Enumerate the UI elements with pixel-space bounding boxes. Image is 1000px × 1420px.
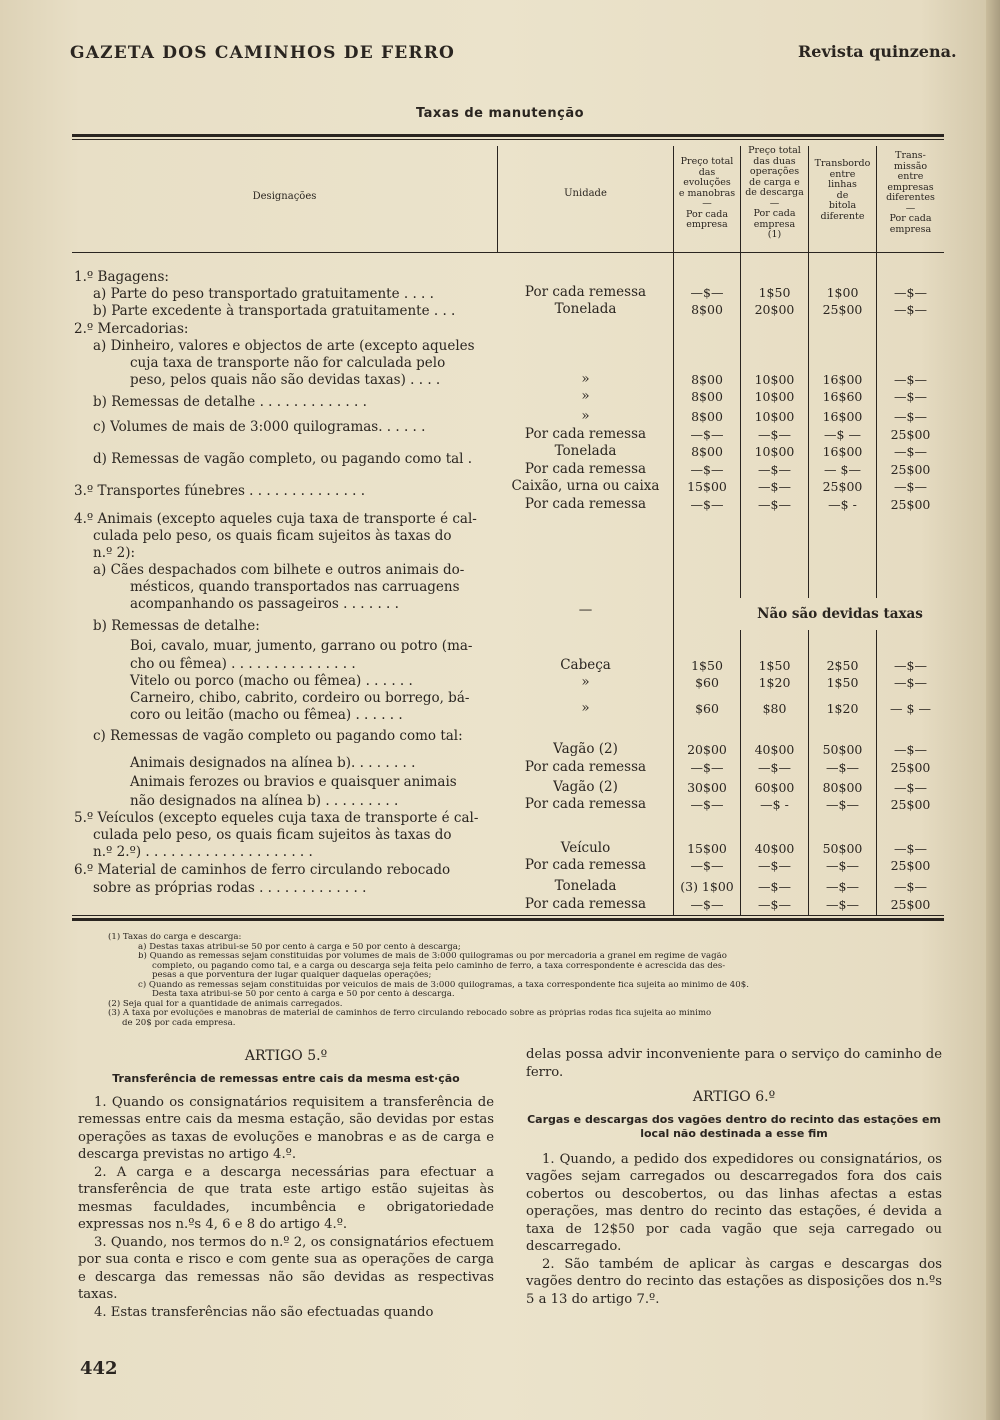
footnote-line: (1) Taxas do carga e descarga:	[108, 933, 242, 942]
designation-line: d) Remessas de vagão completo, ou pagando como tal .	[93, 451, 473, 467]
paragraph: 3. Quando, nos termos do n.º 2, os consignatários efectuem por sua conta e risco e com gente sua as operações de carga e descarga das remessas não são devidas as respectivas taxas.	[78, 1234, 494, 1302]
column-header-line: de descarga	[745, 187, 804, 198]
designation-line: não designados na alínea b) . . . . . . . . .	[130, 793, 399, 809]
paragraph-continuation: delas possa advir inconveniente para o serviço do caminho de ferro.	[526, 1047, 942, 1080]
value-cell: —$—	[690, 497, 724, 512]
value-cell: —$—	[894, 389, 927, 404]
value-cell: —$—	[690, 427, 724, 442]
value-cell: 20$00	[687, 742, 727, 757]
value-cell: —$—	[690, 797, 724, 812]
column-header-line: entre	[897, 171, 924, 182]
footnote-line: b) Quando as remessas sejam constituídas por volumes de mais de 3:000 quilogramas ou por mercadoria a granel em regime de vagão	[138, 952, 727, 961]
designation-line: n.º 2.º) . . . . . . . . . . . . . . . . . . . .	[93, 844, 313, 860]
column-header-line: Preço total	[680, 156, 734, 167]
article5-subheading: Transferência de remessas entre cais da mesma est·ção	[112, 1071, 460, 1085]
footnote-line: Desta taxa atribui-se 50 por cento à carga e 50 por cento à descarga.	[152, 990, 455, 999]
column-header-line: Transbordo	[814, 158, 871, 169]
value-cell: —$—	[894, 285, 927, 300]
value-cell: 25$00	[890, 897, 931, 912]
value-cell: —$—	[690, 462, 724, 477]
column-header-line: diferente	[820, 210, 865, 222]
column-header-line: bitola	[828, 200, 857, 211]
unit-cell: »	[581, 388, 590, 404]
value-cell: —$—	[894, 780, 927, 795]
designation-line: acompanhando os passageiros . . . . . . .	[130, 596, 399, 612]
span-note: Não são devidas taxas	[757, 606, 923, 622]
value-cell: —$ -	[828, 497, 857, 512]
value-cell: 8$00	[691, 389, 723, 404]
value-cell: 1$20	[758, 675, 791, 690]
value-cell: —$—	[826, 879, 859, 894]
footnote-line: (3) A taxa por evoluções e manobras de material de caminhos de ferro circulando rebocado sobre as próprias rodas fica sujeita ao mínimo	[108, 1009, 712, 1018]
value-cell: 25$00	[890, 858, 931, 873]
unit-cell: Por cada remessa	[524, 896, 647, 912]
designation-line: culada pelo peso, os quais ficam sujeitos às taxas do	[93, 827, 452, 843]
table-top-rule	[72, 134, 944, 137]
article6-column	[526, 1046, 942, 1308]
value-cell: 1$50	[826, 675, 859, 690]
value-cell: $60	[695, 675, 719, 690]
column-header-line: operações	[749, 166, 800, 177]
unit-cell: Vagão (2)	[553, 779, 618, 795]
value-cell: 1$00	[826, 285, 859, 300]
column-header-line: Trans-	[895, 150, 926, 161]
column-header-line: —	[769, 197, 780, 209]
value-cell: —$—	[826, 797, 859, 812]
value-cell: —$ —	[824, 427, 861, 442]
column-header-line: evoluções	[683, 177, 731, 188]
column-header-line: de carga e	[749, 176, 800, 188]
paragraph: 2. A carga e a descarga necessárias para efectuar a transferência de que trata este artigo estão sujeitas às mesmas faculdades, incumbência e obrigatoriedade expressas nos n.ºs 4, 6 e 8 do artigo 4.º.	[78, 1164, 494, 1232]
value-cell: —$—	[758, 497, 791, 512]
value-cell: 10$00	[754, 409, 795, 424]
column-header-line: linhas	[828, 179, 857, 190]
designation-line: 4.º Animais (excepto aqueles cuja taxa de transporte é cal-	[74, 511, 477, 527]
value-cell: 25$00	[890, 462, 931, 477]
column-header-line: de	[836, 189, 849, 201]
value-cell: —$—	[758, 427, 791, 442]
footnote-line: completo, ou pagando como tal, e a carga ou descarga seja feita pelo caminho de ferro, a taxa correspondente é acrescida das des-	[152, 961, 726, 971]
value-cell: 10$00	[754, 372, 795, 387]
value-cell: 25$00	[890, 427, 931, 442]
footnote-line: a) Destas taxas atribui-se 50 por cento à carga e 50 por cento à descarga;	[138, 942, 461, 952]
table-top-rule-thin	[72, 139, 944, 140]
value-cell: —$—	[690, 858, 724, 873]
unit-cell: »	[581, 408, 590, 424]
column-header-line: Por cada	[753, 208, 796, 219]
value-cell: 25$00	[890, 797, 931, 812]
column-header-line: empresa	[889, 223, 932, 235]
value-cell: 40$00	[754, 742, 795, 757]
value-cell: 8$00	[691, 302, 723, 317]
designation-line: mésticos, quando transportados nas carruagens	[130, 579, 460, 595]
value-cell: 2$50	[826, 658, 859, 673]
paragraph: 1. Quando, a pedido dos expedidores ou consignatários, os vagões sejam carregados ou descarregados fora dos cais cobertos ou descobertos, ou das linhas afectas a estas operações, mas dentro do recinto das estações, é devida a taxa de 12$50 por cada vagão que seja carregado ou descarregado.	[526, 1151, 942, 1254]
footnote-line: (2) Seja qual for a quantidade de animais carregados.	[108, 999, 343, 1009]
value-cell: —$—	[826, 897, 859, 912]
value-cell: 1$50	[758, 285, 791, 300]
value-cell: 50$00	[822, 841, 863, 856]
value-cell: 10$00	[754, 389, 795, 404]
table-bottom-rule	[72, 918, 944, 921]
value-cell: 60$00	[754, 780, 795, 795]
designation-line: Animais designados na alínea b). . . . . . . .	[130, 755, 416, 771]
designation-line: 1.º Bagagens:	[74, 269, 169, 285]
unit-cell: Por cada remessa	[524, 759, 647, 775]
value-cell: —$—	[894, 841, 927, 856]
unit-cell: Por cada remessa	[524, 496, 647, 512]
value-cell: —$—	[894, 879, 927, 894]
value-cell: —$—	[690, 897, 724, 912]
designation-line: b) Remessas de detalhe:	[93, 618, 260, 634]
value-cell: —$—	[894, 302, 927, 317]
unit-cell: Por cada remessa	[524, 857, 647, 873]
page-number: 442	[80, 1358, 118, 1379]
value-cell: —$—	[894, 658, 927, 673]
value-cell: 8$00	[691, 409, 723, 424]
designation-line: a) Dinheiro, valores e objectos de arte (excepto aqueles	[93, 338, 475, 354]
column-header-designacoes: Designações	[252, 191, 317, 202]
page-spine-shadow	[986, 0, 1000, 1420]
value-cell: —$—	[826, 760, 859, 775]
value-cell: 25$00	[822, 302, 863, 317]
designation-line: 2.º Mercadorias:	[74, 321, 189, 337]
designation-line: Carneiro, chibo, cabrito, cordeiro ou borrego, bá-	[130, 690, 470, 706]
unit-cell: Cabeça	[560, 657, 611, 673]
designation-line: culada pelo peso, os quais ficam sujeitos às taxas do	[93, 528, 452, 544]
value-cell: 25$00	[890, 497, 931, 512]
column-header-line: —	[702, 198, 712, 209]
unit-cell: »	[581, 700, 590, 716]
article5-heading: ARTIGO 5.º	[244, 1048, 328, 1064]
running-subtitle: Revista quinzena.	[798, 42, 957, 61]
value-cell: — $—	[824, 462, 861, 477]
value-cell: —$—	[758, 462, 791, 477]
column-header-line: empresa	[686, 219, 728, 230]
unit-cell: Tonelada	[554, 443, 617, 459]
column-header-line: empresas	[887, 181, 934, 193]
value-cell: —$ -	[760, 797, 789, 812]
value-cell: —$—	[758, 479, 791, 494]
value-cell: 80$00	[822, 780, 863, 795]
value-cell: 16$00	[822, 444, 863, 459]
value-cell: 15$00	[687, 841, 727, 856]
value-cell: —$—	[894, 444, 927, 459]
value-cell: 25$00	[822, 479, 863, 494]
designation-line: 6.º Material de caminhos de ferro circulando rebocado	[74, 862, 451, 878]
value-cell: 16$00	[822, 372, 863, 387]
designation-line: sobre as próprias rodas . . . . . . . . . . . . .	[93, 880, 367, 896]
column-header-line: Por cada	[685, 208, 729, 220]
column-header-carga-descarga	[741, 146, 808, 241]
designation-line: coro ou leitão (macho ou fêmea) . . . . . .	[130, 707, 403, 723]
designation-line: a) Parte do peso transportado gratuitamente . . . .	[93, 286, 434, 302]
footnote-line: c) Quando as remessas sejam constituídas por veículos de mais de 3:000 quilogramas, a taxa correspondente fica sujeita ao mínimo de 40$.	[138, 980, 749, 990]
value-cell: — $ —	[890, 701, 931, 716]
designation-line: cho ou fêmea) . . . . . . . . . . . . . . .	[130, 656, 356, 672]
value-cell: —$—	[894, 409, 927, 424]
table-bottom-rule-thin	[72, 915, 944, 916]
column-header-line: entre	[829, 168, 856, 180]
value-cell: 50$00	[822, 742, 863, 757]
unit-cell: Tonelada	[554, 301, 617, 317]
paragraph: 2. São também de aplicar às cargas e descargas dos vagões dentro do recinto das estações as disposições dos n.ºs 5 a 13 do artigo 7.º.	[526, 1256, 942, 1307]
unit-cell: Tonelada	[554, 878, 617, 894]
unit-cell: Veículo	[560, 840, 611, 856]
value-cell: 16$00	[822, 409, 863, 424]
unit-cell: —	[578, 602, 593, 618]
value-cell: 1$20	[826, 701, 859, 716]
article6-heading: ARTIGO 6.º	[692, 1089, 776, 1105]
value-cell: —$—	[894, 372, 927, 387]
value-cell: 30$00	[687, 780, 727, 795]
article6-subheading: Cargas e descargas dos vagões dentro do recinto das estações em local não destinada a esse fim	[527, 1112, 941, 1140]
paragraph: 1. Quando os consignatários requisitem a transferência de remessas entre cais da mesma estação, são devidas por estas operações as taxas de evoluções e manobras e as de carga e descarga previstas no artigo 4.º.	[78, 1094, 494, 1162]
column-header-line: missão	[893, 160, 928, 172]
column-header-line: das	[698, 166, 716, 178]
value-cell: —$—	[894, 479, 927, 494]
column-header-line: Preço total	[748, 145, 801, 156]
column-header-line: Por cada	[889, 213, 932, 224]
table-header-rule	[72, 252, 944, 253]
footnote-line: pesas a que porventura der lugar qualquer daquelas operações;	[152, 971, 432, 980]
unit-cell: Por cada remessa	[524, 796, 647, 812]
value-cell: 25$00	[890, 760, 931, 775]
value-cell: 10$00	[754, 444, 795, 459]
value-cell: —$—	[758, 897, 791, 912]
column-header-transmissao	[877, 151, 944, 235]
column-header-transbordo	[809, 159, 876, 222]
designation-line: c) Remessas de vagão completo ou pagando como tal:	[93, 728, 463, 744]
designation-line: b) Remessas de detalhe . . . . . . . . . . . . .	[93, 394, 367, 410]
unit-cell: Caixão, urna ou caixa	[511, 478, 660, 494]
value-cell: $60	[695, 701, 719, 716]
value-cell: —$—	[894, 675, 927, 690]
unit-cell: Por cada remessa	[524, 284, 647, 300]
unit-cell: Vagão (2)	[553, 741, 618, 757]
value-cell: 1$50	[758, 658, 791, 673]
table-footnotes	[108, 933, 948, 1028]
value-cell: —$—	[826, 858, 859, 873]
designation-line: cuja taxa de transporte não for calculada pelo	[130, 355, 446, 371]
unit-cell: »	[581, 371, 590, 387]
column-header-unidade: Unidade	[564, 188, 607, 199]
running-title: GAZETA DOS CAMINHOS DE FERRO	[70, 43, 456, 63]
unit-cell: »	[581, 674, 590, 690]
article5-column	[78, 1048, 494, 1321]
value-cell: 8$00	[691, 372, 723, 387]
value-cell: —$—	[690, 760, 724, 775]
designation-line: a) Cães despachados com bilhete e outros animais do-	[93, 562, 465, 578]
value-cell: —$—	[758, 858, 791, 873]
column-header-evolucoes	[674, 157, 740, 231]
designation-line: b) Parte excedente à transportada gratuitamente . . .	[93, 303, 456, 319]
designation-line: n.º 2):	[93, 545, 136, 561]
unit-cell: Por cada remessa	[524, 426, 647, 442]
designation-line: c) Volumes de mais de 3:000 quilogramas. . . . . .	[93, 419, 426, 435]
value-cell: (3) 1$00	[680, 879, 734, 894]
designation-line: Animais ferozes ou bravios e quaisquer animais	[130, 774, 457, 790]
designation-line: Boi, cavalo, muar, jumento, garrano ou potro (ma-	[130, 638, 473, 654]
value-cell: 20$00	[754, 302, 795, 317]
designation-line: 3.º Transportes fúnebres . . . . . . . . . . . . . .	[74, 483, 366, 499]
paragraph: 4. Estas transferências não são efectuadas quando	[94, 1304, 434, 1320]
column-header-line: (1)	[767, 229, 782, 240]
designation-line: 5.º Veículos (excepto equeles cuja taxa de transporte é cal-	[74, 810, 479, 826]
value-cell: —$—	[690, 285, 724, 300]
designation-line: peso, pelos quais não são devidas taxas) . . . .	[130, 372, 441, 388]
column-header-line: —	[905, 202, 916, 214]
value-cell: 1$50	[691, 658, 723, 673]
column-header-line: empresa	[753, 218, 796, 230]
value-cell: 15$00	[687, 479, 727, 494]
unit-cell: Por cada remessa	[524, 461, 647, 477]
footnote-line: de 20$ por cada empresa.	[122, 1018, 236, 1028]
value-cell: $80	[762, 701, 787, 716]
value-cell: 8$00	[691, 444, 723, 459]
column-header-line: das duas	[753, 155, 796, 167]
value-cell: 16$60	[822, 389, 863, 404]
column-header-line: diferentes	[886, 192, 935, 203]
column-header-line: e manobras	[678, 187, 736, 199]
designation-line: Vitelo ou porco (macho ou fêmea) . . . . . .	[130, 673, 413, 689]
value-cell: —$—	[758, 760, 791, 775]
value-cell: 40$00	[754, 841, 795, 856]
value-cell: —$—	[758, 879, 791, 894]
table-title: Taxas de manutenção	[415, 106, 585, 121]
value-cell: —$—	[894, 742, 927, 757]
